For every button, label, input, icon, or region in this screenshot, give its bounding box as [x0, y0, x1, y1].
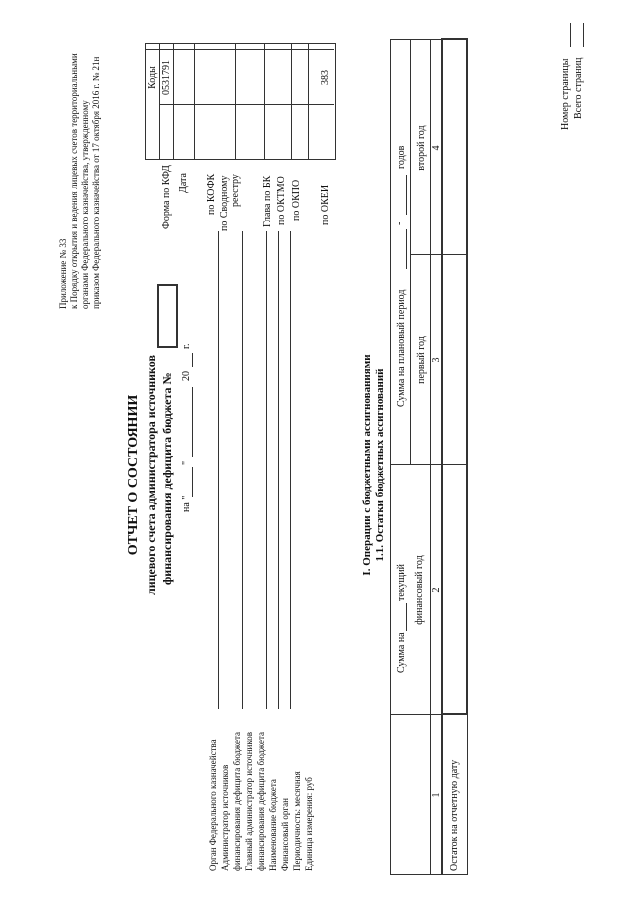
appendix-line-3: органами Федерального казначейства, утвержденному	[80, 100, 90, 309]
codes-row-2	[235, 43, 236, 160]
table-plan-divider	[410, 40, 411, 465]
field-fin-organ-line[interactable]	[290, 231, 291, 709]
plan-year-2-line	[406, 175, 407, 215]
field-glav-admin-1: Главный администратор источников	[244, 732, 254, 871]
field-admin-line[interactable]	[242, 231, 243, 709]
col2-header-b: текущий	[396, 564, 407, 601]
footer-page-number: Номер страницы	[560, 58, 571, 130]
field-glav-admin-2: финансирования дефицита бюджета	[256, 731, 266, 871]
row-balance-label: Остаток на отчетную дату	[449, 759, 460, 871]
field-admin-1: Администратор источников	[220, 764, 230, 871]
plan-header-a: Сумма на плановый период	[396, 289, 407, 407]
codes-oktmo-label: по ОКТМО	[276, 176, 287, 225]
codes-kfd-divider	[173, 43, 174, 160]
field-fk-organ-line[interactable]	[218, 231, 219, 709]
codes-reestr-label-1: по Сводному	[219, 175, 230, 231]
date-year-suffix: г.	[181, 343, 192, 349]
codes-row-5	[308, 43, 309, 160]
col2-header-a: Сумма на	[396, 632, 407, 673]
account-number-box[interactable]	[157, 284, 178, 348]
date-month-line	[192, 387, 193, 457]
report-subtitle-1: лицевого счета администратора источников	[144, 355, 158, 595]
appendix-line-4: приказом Федерального казначейства от 17 октября 2016 г. № 21н	[91, 56, 101, 309]
codes-reestr-label-2: реестру	[230, 174, 241, 207]
plan-header-dash: -	[394, 221, 405, 225]
codes-glava-label: Глава по БК	[262, 175, 273, 227]
footer-total-pages-line[interactable]	[583, 23, 584, 47]
report-title: ОТЧЕТ О СОСТОЯНИИ	[126, 394, 141, 556]
field-periodicity: Периодичность: месячная	[292, 771, 302, 871]
field-budget-name: Наименование бюджета	[268, 779, 278, 871]
codes-kfd-value: 0531791	[161, 60, 172, 95]
codes-okpo-label: по ОКПО	[291, 179, 302, 221]
codes-inner-right	[145, 49, 334, 50]
field-glav-admin-line[interactable]	[266, 231, 267, 709]
plan-header-b: годов	[396, 145, 407, 169]
footer-total-pages: Всего страниц	[573, 57, 584, 119]
section-subtitle: 1.1. Остатки бюджетных ассигнований	[374, 368, 386, 562]
codes-kfd-label: Форма по КФД	[161, 165, 172, 229]
date-prefix: на "	[181, 495, 192, 512]
row-balance-values[interactable]	[441, 38, 468, 715]
codes-header-divider	[159, 43, 160, 160]
plan-year-1-line	[406, 229, 407, 269]
col3-header: первый год	[416, 336, 427, 384]
appendix-line-2: к Порядку открытия и ведения лицевых счетов территориальными	[69, 53, 79, 309]
field-budget-name-line[interactable]	[278, 231, 279, 709]
field-admin-2: финансирования дефицита бюджета	[232, 731, 242, 871]
date-year-line	[192, 353, 193, 367]
date-day-line	[192, 467, 193, 497]
date-quote: "	[181, 460, 192, 465]
appendix-line-1: Приложение № 33	[58, 238, 68, 309]
col2-header-c: финансовый год	[414, 555, 425, 625]
footer-page-number-line[interactable]	[570, 23, 571, 47]
codes-row-3	[264, 43, 265, 160]
report-subtitle-2: финансирования дефицита бюджета №	[160, 372, 174, 585]
codes-date-label: Дата	[178, 173, 189, 193]
codes-okei-value: 383	[320, 70, 331, 85]
col4-header: второй год	[416, 125, 427, 171]
codes-header: Коды	[147, 66, 158, 89]
field-fin-organ: Финансовый орган	[280, 798, 290, 871]
col3-number: 3	[431, 357, 442, 363]
codes-row-1	[194, 43, 195, 160]
section-title: I. Операции с бюджетными ассигнованиями	[361, 354, 373, 576]
col2-header-blank	[406, 603, 407, 631]
col4-number: 4	[431, 145, 442, 151]
codes-okei-label: по ОКЕИ	[320, 184, 331, 225]
date-year: 20	[181, 371, 192, 381]
col1-number: 1	[431, 792, 442, 798]
codes-kofk-label: по КОФК	[206, 173, 217, 215]
codes-row-4	[291, 43, 292, 160]
field-fk-organ: Орган Федерального казначейства	[208, 739, 218, 871]
col2-number: 2	[431, 587, 442, 593]
field-unit: Единица измерения: руб	[304, 777, 314, 871]
